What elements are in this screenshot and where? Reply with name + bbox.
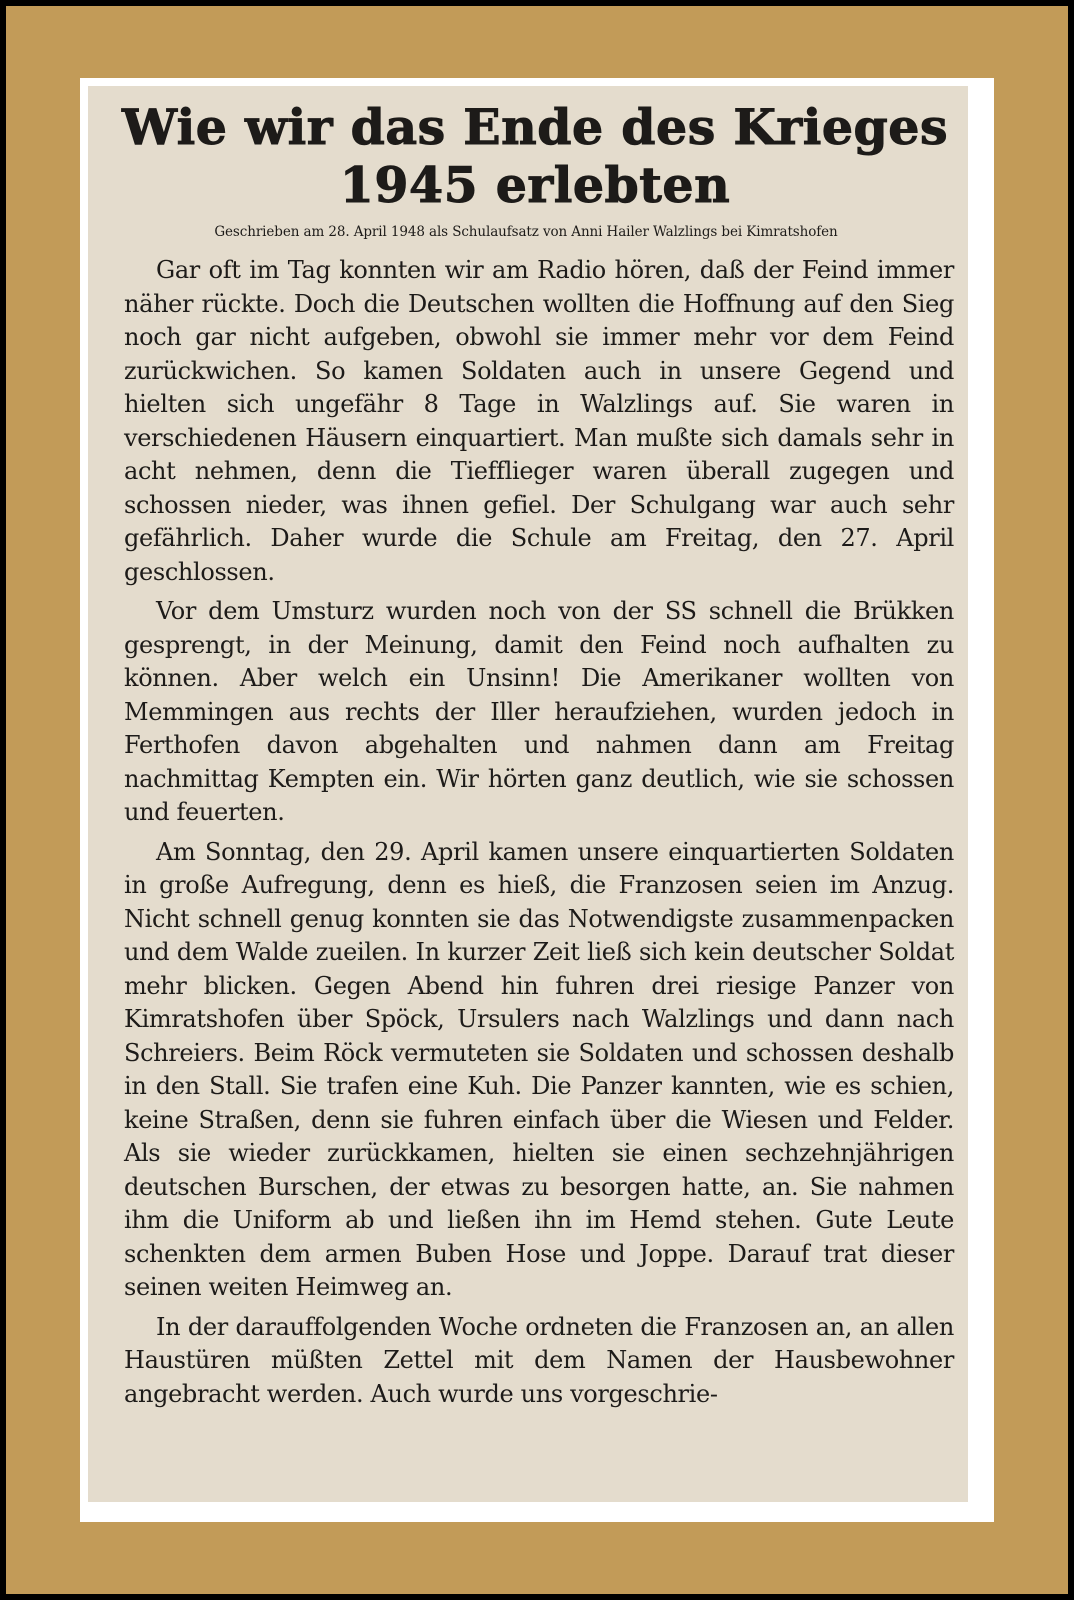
newspaper-clipping — [88, 86, 968, 1502]
article-body — [88, 254, 964, 1411]
picture-frame — [6, 6, 1068, 1594]
paragraph: Vor dem Umsturz wurden noch von der SS schnell die Brükken gesprengt, in der Meinung, damit den Feind noch aufhalten zu können. Aber welch ein Unsinn! Die Amerikaner wollten von Memmingen aus rechts der Iller heraufziehen, wurden jedoch in Ferthofen davon abgehalten und nahmen dann am Freitag nachmittag Kempten ein. Wir hörten ganz deutlich, wie sie schossen und feuerten. — [124, 597, 954, 826]
title-line-2: 1945 erlebten — [339, 156, 731, 214]
paragraph: Am Sonntag, den 29. April kamen unsere einquartierten Soldaten in große Aufregung, denn es hieß, die Franzosen seien im Anzug. Nicht schnell genug konnten sie das Notwendigste zusammenpacken und dem Walde zueilen. In kurzer Zeit ließ sich kein deutscher Soldat mehr blicken. Gegen Abend hin fuhren drei riesige Panzer von Kimratshofen über Spöck, Ursulers nach Walzlings und dann nach Schreiers. Beim Röck vermuteten sie Soldaten und schossen deshalb in den Stall. Sie trafen eine Kuh. Die Panzer kannten, wie es schien, keine Straßen, denn sie fuhren einfach über die Wiesen und Felder. Als sie wieder zurückkamen, hielten sie einen sechzehnjährigen deutschen Burschen, der etwas zu besorgen hatte, an. Sie nahmen ihm die Uniform ab und ließen ihn im Hemd stehen. Gute Leute schenkten dem armen Buben Hose und Joppe. Darauf trat dieser seinen weiten Heimweg an. — [124, 837, 954, 1301]
article-byline: Geschrieben am 28. April 1948 als Schulaufsatz von Anni Hailer Walzlings bei Kimratshofen — [214, 224, 838, 240]
paragraph: In der darauffolgenden Woche ordneten die Franzosen an, an allen Haustüren müßten Zettel mit dem Namen der Hausbewohner angebracht werden. Auch wurde uns vorgeschrie- — [124, 1312, 954, 1408]
white-mat — [80, 78, 994, 1522]
title-line-1: Wie wir das Ende des Krieges — [121, 98, 949, 156]
paragraph: Gar oft im Tag konnten wir am Radio hören, daß der Feind immer näher rückte. Doch die Deutschen wollten die Hoffnung auf den Sieg noch gar nicht aufgeben, obwohl sie immer mehr vor dem Feind zurückwichen. So kamen Soldaten auch in unsere Gegend und hielten sich ungefähr 8 Tage in Walzlings auf. Sie waren in verschiedenen Häusern einquartiert. Man mußte sich damals sehr in acht nehmen, denn die Tiefflieger waren überall zugegen und schossen nieder, was ihnen gefiel. Der Schulgang war auch sehr gefährlich. Daher wurde die Schule am Freitag, den 27. April geschlossen. — [124, 256, 954, 586]
article-title — [106, 98, 964, 214]
